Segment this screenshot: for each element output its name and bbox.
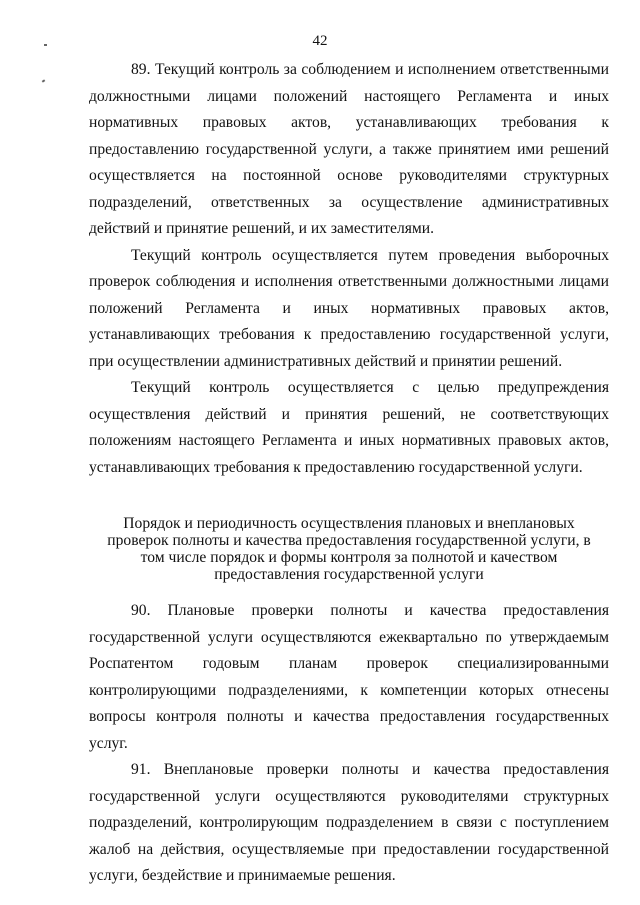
document-body [89,57,609,890]
scan-speck-left [42,79,46,82]
page-number: 42 [312,33,328,49]
paragraph-89: 89. Текущий контроль за соблюдением и исполнением ответственными должностными лицами положений настоящего Регламента и иных нормативных правовых актов, устанавливающих требования к предоставлению государственной услуги, а также принятием ими решений осуществляется на постоянной основе руководителями структурных подразделений, ответственных за осуществление административных действий и принятие решений, и их заместителями. [89,61,609,237]
paragraph-90: 90. Плановые проверки полноты и качества предоставления государственной услуги осуществляются ежеквартально по утверждаемым Роспатентом годовым планам проверок специализированными контролирующими подразделениями, к компетенции которых отнесены вопросы контроля полноты и качества предоставления государственных услуг. [89,602,609,752]
paragraph-91: 91. Внеплановые проверки полноты и качества предоставления государственной услуги осуществляются руководителями структурных подразделений, контролирующим подразделением в связи с поступлением жалоб на действия, осуществляемые при предоставлении государственной услуги, бездействие и принимаемые решения. [89,761,609,884]
section-heading: Порядок и периодичность осуществления плановых и внеплановых проверок полноты и качества предоставления государственной услуги, в том числе порядок и формы контроля за полнотой и качеством предоставления государственной услуги [107,515,591,583]
paragraph-current-control-method: Текущий контроль осуществляется путем проведения выборочных проверок соблюдения и исполнения ответственными должностными лицами положений Регламента и иных нормативных правовых актов, устанавливающих требования к предоставлению государственной услуги, при осуществлении административных действий и принятии решений. [89,246,609,370]
paragraph-current-control-purpose: Текущий контроль осуществляется с целью предупреждения осуществления действий и принятия решений, не соответствующих положениям настоящего Регламента и иных нормативных правовых актов, устанавливающих требования к предоставлению государственной услуги. [89,379,609,476]
